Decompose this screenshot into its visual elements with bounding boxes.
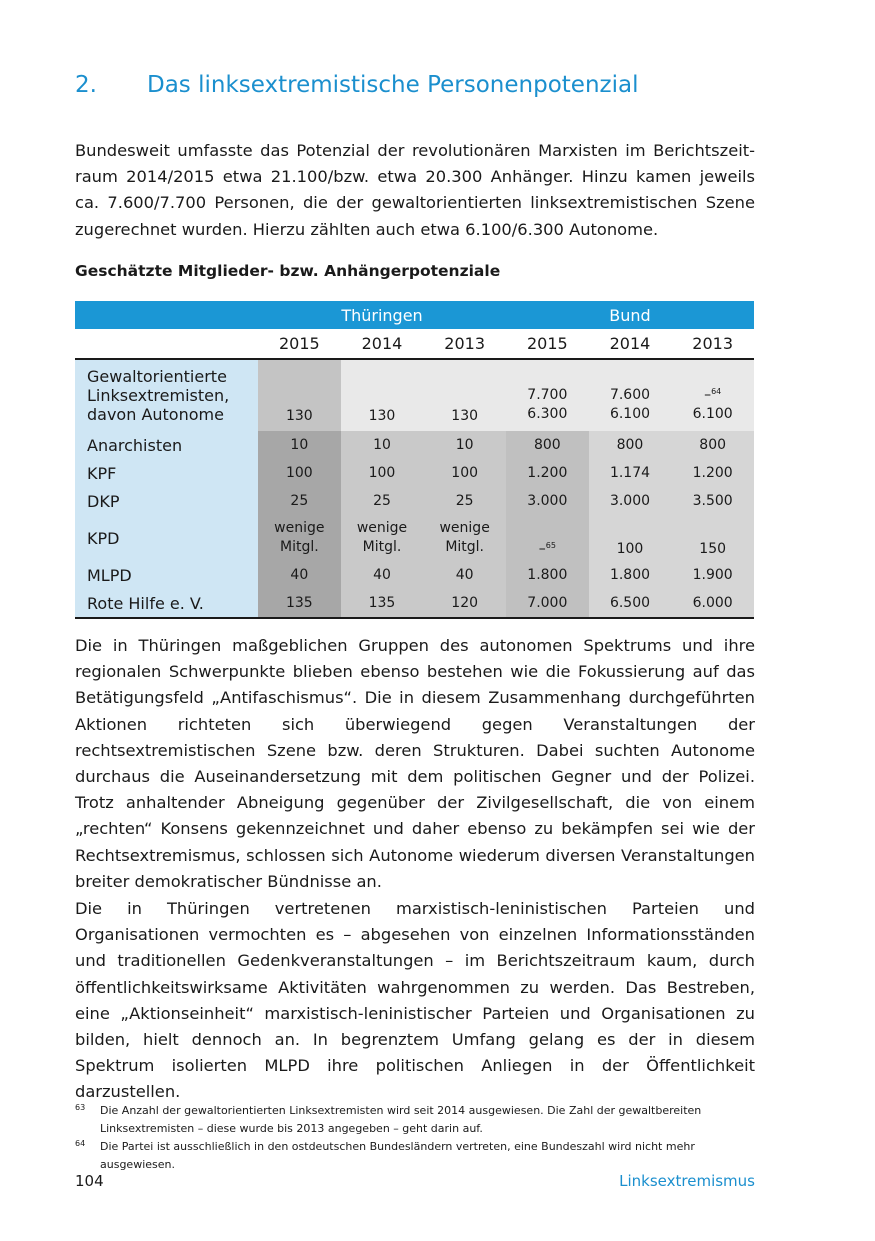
table-cell: 7.700 6.300	[506, 359, 589, 431]
year-header: 2014	[589, 329, 672, 359]
table-row	[75, 515, 754, 561]
table-cell: wenige Mitgl.	[423, 515, 506, 561]
footnote-ref: 64	[711, 387, 722, 396]
page-number: 104	[75, 1172, 104, 1190]
row-label: MLPD	[75, 561, 258, 589]
year-header: 2013	[423, 329, 506, 359]
table-cell: 6.500	[589, 589, 672, 618]
table-cell: 130	[423, 359, 506, 431]
header-bund: Bund	[506, 301, 754, 329]
row-label: KPF	[75, 459, 258, 487]
table-cell: 100	[589, 515, 672, 561]
table-row	[75, 561, 754, 589]
footnotes	[75, 1102, 755, 1174]
table-cell: 25	[423, 487, 506, 515]
section-heading	[75, 72, 638, 98]
table-years-header	[75, 329, 754, 359]
footnote-text: Die Anzahl der gewaltorientierten Linksextremisten wird seit 2014 ausgewiesen. Die Zahl der gewaltbereiten Linksextremisten – diese wurde bis 2013 angegeben – geht darin auf.	[100, 1104, 702, 1135]
footnote-number: 64	[75, 1139, 86, 1148]
table-cell: 3.000	[506, 487, 589, 515]
table-cell: 7.000	[506, 589, 589, 618]
table-cell: 25	[341, 487, 424, 515]
row-label: Gewaltorientierte Linksextremisten, davon Autonome	[75, 359, 258, 431]
table-cell: 40	[423, 561, 506, 589]
row-label: KPD	[75, 515, 258, 561]
table-cell: 3.000	[589, 487, 672, 515]
table-cell: 100	[341, 459, 424, 487]
year-header: 2014	[341, 329, 424, 359]
section-title: Das linksextremistische Personenpotenzial	[147, 72, 639, 98]
table-cell: wenige Mitgl.	[341, 515, 424, 561]
body-paragraph: Die in Thüringen maßgeblichen Gruppen des autonomen Spektrums und ihre regionalen Schwerpunkte blieben ebenso bestehen wie die Fokussierung auf das Betätigungsfeld „Antifaschismus“. Die in diesem Zusammenhang durchgeführten Aktionen richteten sich überwiegend gegen Veranstaltungen der rechtsextremistischen Szene bzw. deren Strukturen. Dabei suchten Autonome durchaus die Auseinandersetzung mit dem politischen Gegner und der Polizei. Trotz anhaltender Abneigung gegenüber der Zivilgesellschaft, die von einem „rechten“ Konsens gekennzeichnet und daher ebenso zu bekämpfen sei wie der Rechtsextremismus, schlossen sich Autonome wiederum diversen Veranstaltungen breiter demokratischer Bündnisse an.	[75, 636, 755, 891]
table-title: Geschätzte Mitglieder- bzw. Anhängerpotenziale	[75, 262, 501, 280]
table-cell: 10	[258, 431, 341, 459]
row-label: Rote Hilfe e. V.	[75, 589, 258, 618]
table-cell: 1.800	[506, 561, 589, 589]
table-row	[75, 487, 754, 515]
table-cell: 135	[341, 589, 424, 618]
header-blank	[75, 301, 258, 329]
table-row	[75, 431, 754, 459]
table-cell: 135	[258, 589, 341, 618]
footnote-number: 63	[75, 1103, 86, 1112]
table-cell: 120	[423, 589, 506, 618]
table-cell: 3.500	[671, 487, 754, 515]
table-cell: 6.000	[671, 589, 754, 618]
section-number: 2.	[75, 72, 97, 98]
table-row	[75, 459, 754, 487]
year-header: 2015	[258, 329, 341, 359]
table-cell: 130	[258, 359, 341, 431]
table-cell: 1.200	[506, 459, 589, 487]
table-cell: wenige Mitgl.	[258, 515, 341, 561]
table-cell: 130	[341, 359, 424, 431]
footnote-text: Die Partei ist ausschließlich in den ostdeutschen Bundesländern vertreten, eine Bundeszahl wird nicht mehr ausgewiesen.	[100, 1140, 695, 1171]
section-name: Linksextremismus	[619, 1172, 755, 1190]
table-cell: 10	[341, 431, 424, 459]
table-cell: 40	[258, 561, 341, 589]
table-cell: 1.174	[589, 459, 672, 487]
table-cell: 40	[341, 561, 424, 589]
table-row	[75, 589, 754, 618]
header-thueringen: Thüringen	[258, 301, 506, 329]
intro-paragraph: Bundesweit umfasste das Potenzial der revolutionären Marxisten im Berichtszeitraum 2014/2015 etwa 21.100/bzw. etwa 20.300 Anhänger. Hinzu kamen jeweils ca. 7.600/7.700 Personen, die der gewaltorientierten linksextremistischen Szene zugerechnet wurden. Hierzu zählten auch etwa 6.100/6.300 Autonome.	[75, 141, 755, 239]
footnote	[75, 1102, 755, 1138]
table-group-header	[75, 301, 754, 329]
table-cell: 100	[258, 459, 341, 487]
table-cell: 7.600 6.100	[589, 359, 672, 431]
body-paragraph: Die in Thüringen vertretenen marxistisch-leninistischen Parteien und Organisationen vermochten es – abgesehen von einzelnen Informationsständen und traditionellen Gedenkveranstaltungen – im Berichtszeitraum kaum, durch öffentlichkeitswirksame Aktivitäten wahrgenommen zu werden. Das Bestreben, eine „Aktionseinheit“ marxistisch-leninistischer Parteien und Organisationen zu bilden, hielt dennoch an. In begrenztem Umfang gelang es der in diesem Spektrum isolierten MLPD ihre politischen Anliegen in der Öffentlichkeit darzustellen.	[75, 899, 755, 1102]
footnote-ref: 65	[545, 541, 556, 550]
row-label: DKP	[75, 487, 258, 515]
table-cell: 25	[258, 487, 341, 515]
footnote	[75, 1138, 755, 1174]
year-header: 2013	[671, 329, 754, 359]
table-cell: 800	[671, 431, 754, 459]
table-cell: 1.900	[671, 561, 754, 589]
table-cell: 1.800	[589, 561, 672, 589]
table-cell: 100	[423, 459, 506, 487]
table-row	[75, 359, 754, 431]
table-cell: –$^{64}$ 6.100	[671, 359, 754, 431]
table-cell: 150	[671, 515, 754, 561]
table-cell: 1.200	[671, 459, 754, 487]
year-header: 2015	[506, 329, 589, 359]
row-label: Anarchisten	[75, 431, 258, 459]
table-cell: 800	[506, 431, 589, 459]
table-cell: 800	[589, 431, 672, 459]
table-cell: –$^{65}$	[506, 515, 589, 561]
table-cell: 10	[423, 431, 506, 459]
membership-table	[75, 301, 754, 619]
